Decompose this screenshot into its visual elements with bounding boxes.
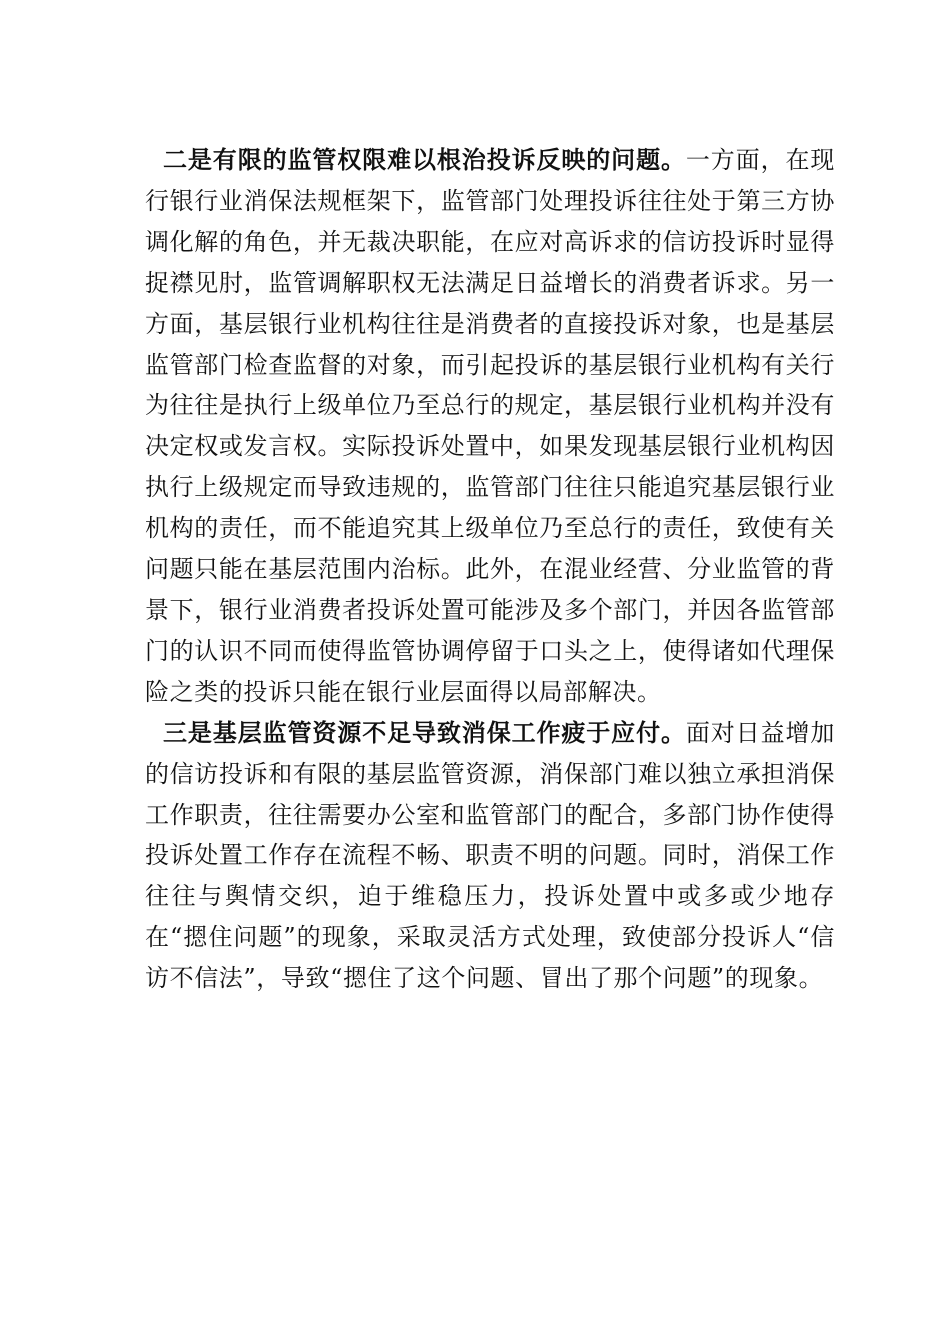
- paragraph-text: 一方面，在现行银行业消保法规框架下，监管部门处理投诉往往处于第三方协调化解的角色，并无裁决职能，在应对高诉求的信访投诉时显得捉襟见肘，监管调解职权无法满足日益增长的消费者诉求。另一方面，基层银行业机构往往是消费者的直接投诉对象，也是基层监管部门检查监督的对象，而引起投诉的基层银行业机构有关行为往往是执行上级单位乃至总行的规定，基层银行业机构并没有决定权或发言权。实际投诉处置中，如果发现基层银行业机构因执行上级规定而导致违规的，监管部门往往只能追究基层银行业机构的责任，而不能追究其上级单位乃至总行的责任，致使有关问题只能在基层范围内治标。此外，在混业经营、分业监管的背景下，银行业消费者投诉处置可能涉及多个部门，并因各监管部门的认识不同而使得监管协调停留于口头之上，使得诸如代理保险之类的投诉只能在银行业层面得以局部解决。: [145, 146, 835, 706]
- document-body: [145, 140, 835, 999]
- paragraph-lead: 三是基层监管资源不足导致消保工作疲于应付。: [163, 717, 686, 747]
- paragraph-text: 面对日益增加的信访投诉和有限的基层监管资源，消保部门难以独立承担消保工作职责，往往需要办公室和监管部门的配合，多部门协作使得投诉处置工作存在流程不畅、职责不明的问题。同时，消保工作往往与舆情交织，迫于维稳压力，投诉处置中或多或少地存在“摁住问题”的现象，采取灵活方式处理，致使部分投诉人“信访不信法”，导致“摁住了这个问题、冒出了那个问题”的现象。: [145, 718, 835, 993]
- paragraph-lead: 二是有限的监管权限难以根治投诉反映的问题。: [163, 145, 686, 174]
- paragraph-regulatory-authority: [145, 140, 835, 713]
- paragraph-resources: [145, 713, 835, 999]
